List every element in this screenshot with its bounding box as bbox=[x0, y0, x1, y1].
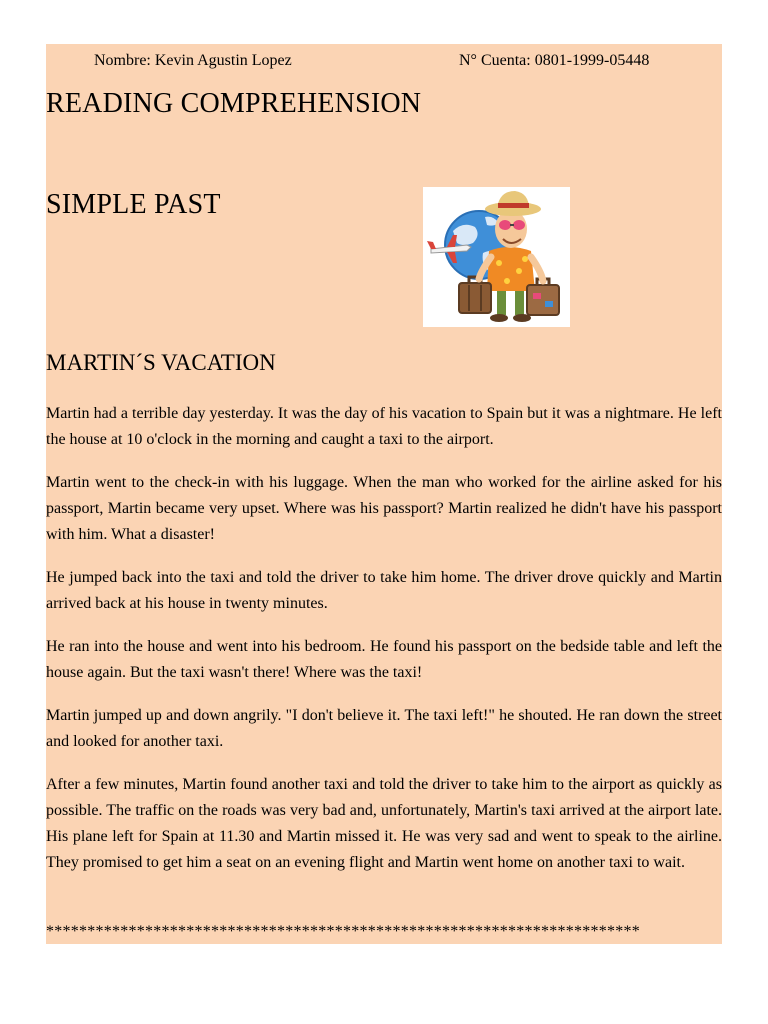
story-paragraph: Martin went to the check-in with his luggage. When the man who worked for the airline asked for his passport, Martin became very upset. Where was his passport? Martin realized he didn't have his passport with him. What a disaster! bbox=[46, 474, 722, 543]
asterisk-separator: ************************************************************************ bbox=[46, 924, 640, 940]
traveler-illustration bbox=[423, 187, 570, 327]
story-paragraph: He jumped back into the taxi and told the driver to take him home. The driver drove quickly and Martin arrived back at his house in twenty minutes. bbox=[46, 569, 722, 612]
story-paragraph: Martin had a terrible day yesterday. It was the day of his vacation to Spain but it was a nightmare. He left the house at 10 o'clock in the morning and caught a taxi to the airport. bbox=[46, 405, 722, 448]
main-title: READING COMPREHENSION bbox=[46, 88, 422, 119]
story-paragraph: He ran into the house and went into his bedroom. He found his passport on the bedside table and left the house again. But the taxi wasn't there! Where was the taxi! bbox=[46, 638, 722, 681]
topic-title: SIMPLE PAST bbox=[46, 189, 221, 220]
story-paragraph: Martin jumped up and down angrily. "I don't believe it. The taxi left!" he shouted. He ran down the street and looked for another taxi. bbox=[46, 707, 722, 750]
account-number: N° Cuenta: 0801-1999-05448 bbox=[459, 52, 650, 69]
document-page bbox=[46, 44, 722, 944]
story-paragraph: After a few minutes, Martin found another taxi and told the driver to take him to the airport as quickly as possible. The traffic on the roads was very bad and, unfortunately, Martin's taxi arrived at the airport late. His plane left for Spain at 11.30 and Martin missed it. He was very sad and went to speak to the airline. They promised to get him a seat on an evening flight and Martin went home on another taxi to wait. bbox=[46, 776, 722, 871]
student-name: Nombre: Kevin Agustin Lopez bbox=[94, 52, 292, 69]
traveler-with-luggage-icon bbox=[423, 187, 570, 327]
story-title: MARTIN´S VACATION bbox=[46, 350, 276, 375]
story-body bbox=[46, 401, 722, 893]
